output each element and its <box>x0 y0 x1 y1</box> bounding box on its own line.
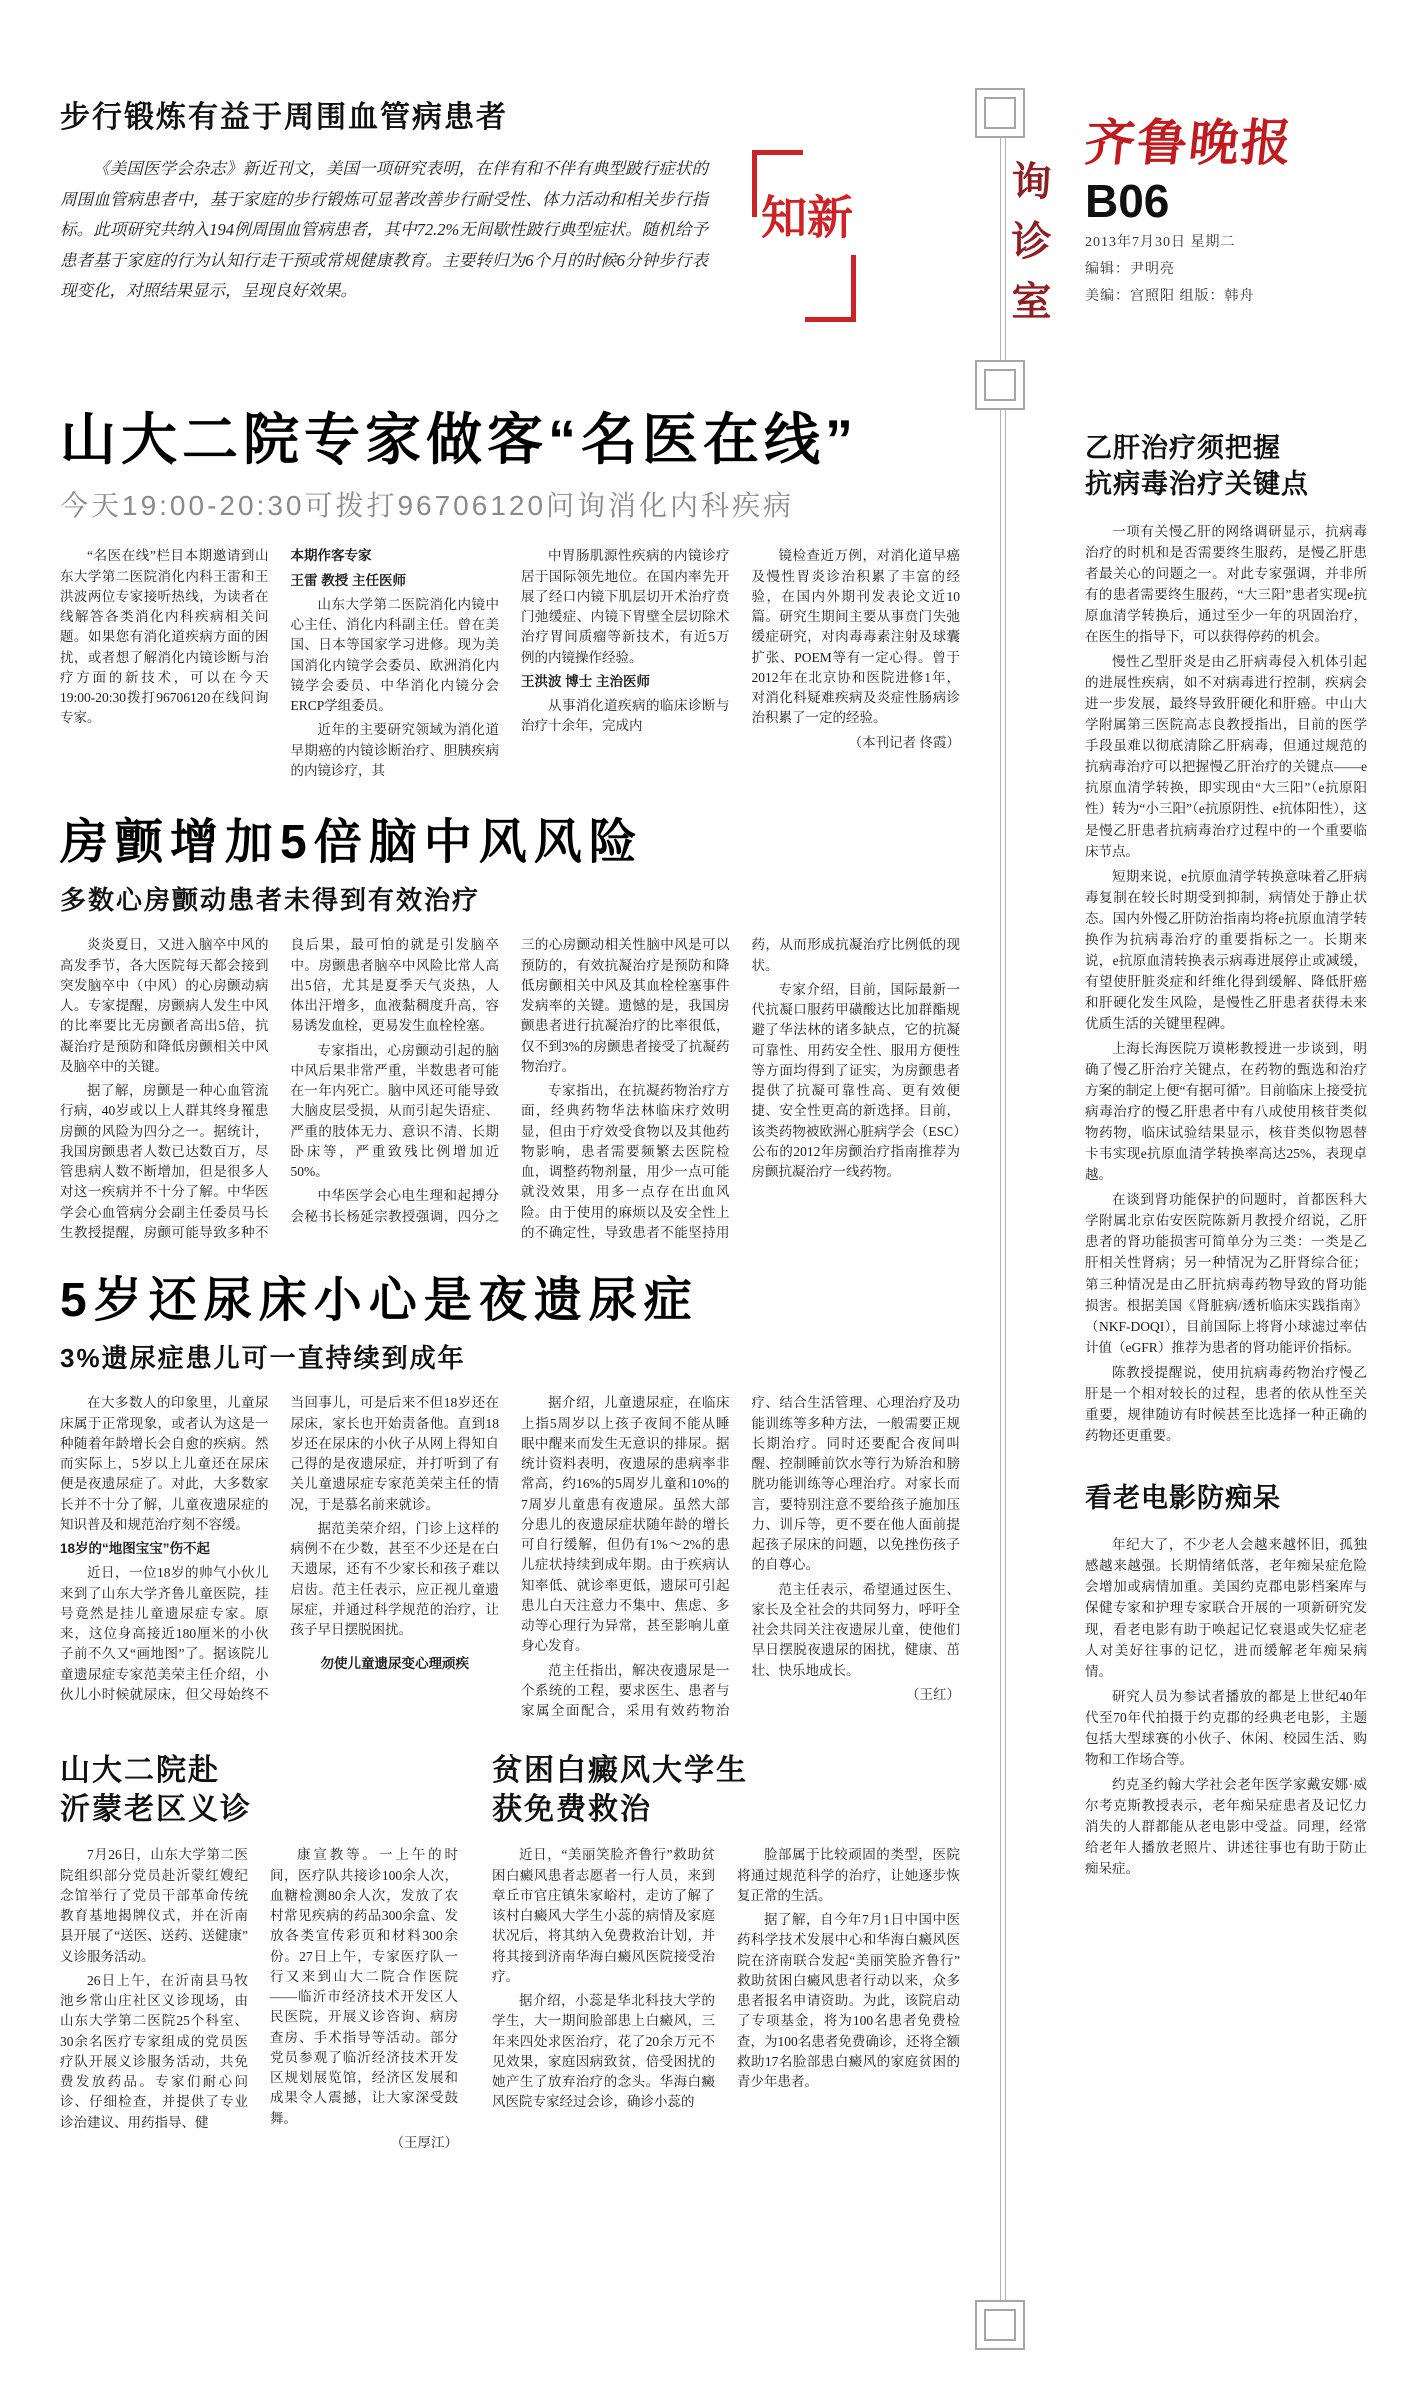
article-fangchan-title: 房颤增加5倍脑中风风险 <box>60 816 644 870</box>
stamp-corner-bracket <box>805 255 856 322</box>
paragraph: 镜检查近万例，对消化道早癌及慢性胃炎诊治积累了丰富的经验，在国内外期刊发表论文近10篇。研究生期间主要从事贲门失弛缓症研究，对肉毒毒素注射及球囊扩张、POEM等有一定心得。曾于2012年在北京协和医院进修1年，对消化科疑难疾病及炎症性肠病诊治积累了一定的经验。 <box>751 548 960 726</box>
title-line: 山大二院赴 <box>60 1754 220 1788</box>
text-column <box>752 546 961 785</box>
main-column <box>60 408 960 2157</box>
byline: （本刊记者 佟霞） <box>848 734 960 750</box>
article-fangchan-body <box>60 935 960 1243</box>
article-fangchan-subtitle: 多数心房颤动患者未得到有效治疗 <box>60 885 481 916</box>
paragraph: “名医在线”栏目本期邀请到山东大学第二医院消化内科王雷和王洪波两位专家接听热线，为读者在线解答各类消化内科疾病相关问题。如果您有消化道疾病方面的困扰，或者想了解消化内镜诊断与治疗方面的新技术，可以在今天19:00-20:30拨打96706120在线问询专家。 <box>60 548 269 726</box>
article-yizhen-body <box>60 1845 458 2157</box>
text-column <box>291 546 500 785</box>
paragraph: 在大多数人的印象里，儿童尿床属于正常现象，或者认为这是一种随着年龄增长会自愈的疾病。然而实际上，5岁以上儿童还在尿床便是夜遗尿症了。对此，大多数家长并不十分了解，儿童夜遗尿症的知识普及和规范治疗刻不容缓。 <box>60 1395 269 1532</box>
paragraph: 慢性乙型肝炎是由乙肝病毒侵入机体引起的进展性疾病，如不对病毒进行控制，疾病会进一步发展，最终导致肝硬化和肝癌。中山大学附属第三医院高志良教授指出，目前的医学手段虽难以彻底清除乙肝病毒，但通过规范的抗病毒治疗可以把握慢乙肝治疗的关键点——e抗原血清学转换，即实现由“大三阳”（e抗原阳性）转为“小三阳”（e抗原阴性、e抗体阳性），这是慢乙肝患者抗病毒治疗过程中的一个重要临床节点。 <box>1085 654 1367 859</box>
article-walking-title: 步行锻炼有益于周围血管病患者 <box>60 101 508 134</box>
paragraph: 据了解，自今年7月1日中国中医药科学技术发展中心和华海白癜风医院在济南联合发起“美丽笑脸齐鲁行”救助贫困白癜风患者行动以来，众多患者报名申请资助。为此，该院启动了专项基金，将为100名患者免费检查，为100名患者免费确诊，还将全额救助17名脸部患白癜风的家庭贫困的青少年患者。 <box>737 1912 960 2090</box>
article-yizhen <box>60 1751 458 2157</box>
rail-ornament-inner <box>984 369 1016 401</box>
paragraph: 山东大学第二医院消化内镜中心主任、消化内科副主任。曾在美国、日本等国家学习进修。现为美国消化内镜学会委员、欧洲消化内镜学会委员、中华消化内镜分会ERCP学组委员。 <box>290 596 499 714</box>
title-line: 贫困白癜风大学生 <box>492 1754 748 1788</box>
expert-name: 王雷 教授 主任医师 <box>290 572 407 588</box>
sidebar-column <box>1085 430 1367 1883</box>
text-column <box>521 546 730 785</box>
paragraph: 中胃肠肌源性疾病的内镜诊疗居于国际领先地位。在国内率先开展了经口内镜下肌层切开术治疗贲门弛缓症、内镜下胃壁全层切除术治疗胃间质瘤等新技术，有近5万例的内镜操作经验。 <box>521 548 730 665</box>
article-mingyi-online <box>60 408 960 785</box>
paragraph: 据范美荣介绍，门诊上这样的病例不在少数，甚至不少还是在白天遗尿，还有不少家长和孩子难以启齿。范主任表示，应正视儿童遗尿症，并通过科学规范的治疗，让孩子早日摆脱困扰。 <box>290 1520 499 1638</box>
paragraph: 近日，一位18岁的帅气小伙儿来到了山东大学齐鲁儿童医院，挂号竟然是挂儿童遗尿症专家。原来，这位身高接近180厘米的小伙子前不久又“画地图”了。据该院儿童遗尿症专家范美荣主任介绍，小伙儿小时候就尿床，但父母始终不当回事儿，可是后来不但18岁还在尿床，家长也开始责备他。直到18岁还在尿床的小伙子从网上得知自己得的是夜遗尿症，并打听到了有关儿童遗尿症专家范美荣主任的情况，于是慕名前来就诊。 <box>60 1395 499 1702</box>
editor-credit: 编辑：尹明亮 <box>1085 262 1175 277</box>
article-niaochuang <box>60 1273 960 1721</box>
rail-ornament-top <box>975 88 1025 138</box>
byline: （王厚江） <box>390 2134 458 2150</box>
xinzhi-stamp <box>748 150 860 322</box>
paragraph: 近年的主要研究领域为消化道早期癌的内镜诊断治疗、胆胰疾病的内镜诊疗，其 <box>290 722 499 778</box>
paragraph: 范主任表示，希望通过医生、家长及全社会的共同努力，呼吁全社会共同关注夜遗尿儿童，使他们早日摆脱夜遗尿的困扰，健康、茁壮、快乐地成长。 <box>751 1581 960 1678</box>
text-column <box>737 1845 960 2116</box>
masthead <box>1082 115 1370 305</box>
paragraph: 范主任指出，解决夜遗尿是一个系统的工程，要求医生、患者与家属全面配合，采用有效药物治疗、结合生活管理、心理治疗及功能训练等多种方法，一般需要正规长期治疗。同时还要配合夜间叫醒、控制睡前饮水等行为矫治和膀胱功能训练等心理治疗。对家长而言，要特别注意不要给孩子施加压力、训斥等，更不要在他人面前提起孩子尿床的问题，以免挫伤孩子的自尊心。 <box>521 1395 960 1719</box>
title-line: 乙肝治疗须把握 <box>1085 433 1281 463</box>
article-baidianfeng-body <box>492 1845 960 2116</box>
paragraph: 在谈到肾功能保护的问题时，首都医科大学附属北京佑安医院陈新月教授介绍说，乙肝患者的肾功能损害可简单分为三类：一类是乙肝相关性肾病；另一种情况为乙肝肾综合征；第三种情况是由乙肝抗病毒药物导致的肾功能损害。根据美国《肾脏病/透析临床实践指南》（NKF-DOQI），目前国际上将肾小球滤过率估计值（eGFR）推荐为患者的肾功能评价指标。 <box>1085 1192 1367 1355</box>
vertical-divider-rail <box>1000 88 1006 2350</box>
rail-ornament-inner <box>984 97 1016 129</box>
sidebar-article-yigan <box>1085 430 1367 1446</box>
title-line: 获免费救治 <box>492 1793 652 1827</box>
paragraph: 专家介绍，目前，国际最新一代抗凝口服药甲磺酸达比加群酯规避了华法林的诸多缺点，它的抗凝可靠性、用药安全性、服用方便性等方面均得到了证实，为房颤患者提供了抗凝可靠性高、更有效便捷、安全性更高的新选择。目前，该类药物被欧洲心脏病学会（ESC）公布的2012年房颤治疗指南推荐为房颤抗凝治疗一线药物。 <box>751 981 960 1180</box>
article-mingyi-title: 山大二院专家做客“名医在线” <box>60 408 858 471</box>
byline: （王红） <box>906 1686 960 1702</box>
text-column <box>492 1845 715 2116</box>
bottom-articles-band <box>60 1751 960 2157</box>
rail-ornament-inner <box>984 2309 1016 2341</box>
designer-credit: 美编：宫照阳 组版：韩舟 <box>1085 289 1255 304</box>
crosshead: 18岁的“地图宝宝”伤不起 <box>60 1541 211 1557</box>
paragraph: 短期来说，e抗原血清学转换意味着乙肝病毒复制在较长时期受到抑制，病情处于静止状态。国内外慢乙肝防治指南均将e抗原血清学转换作为抗病毒治疗的重要指标之一。长期来说，e抗原血清转换表示病毒进展停止或减缓，有望使肝脏炎症和纤维化得到缓解、降低肝癌和肝硬化发生风险，是慢性乙肝患者获得未来优质生活的关键里程碑。 <box>1085 868 1367 1031</box>
paragraph: 约克圣约翰大学社会老年医学家戴安娜·威尔考克斯教授表示，老年痴呆症患者及记忆力消失的人群都能从老电影中受益。同理，经常给老年人播放老照片、讲述往事也有助于防止痴呆症。 <box>1085 1776 1367 1877</box>
paragraph: 一项有关慢乙肝的网络调研显示，抗病毒治疗的时机和是否需要终生服药，是慢乙肝患者最关心的问题之一。对此专家强调，并非所有的患者需要终生服药，“大三阳”患者实现e抗原血清学转换后，通过至少一年的巩固治疗，在医生的指导下，可以获得停药的机会。 <box>1085 523 1367 645</box>
article-mingyi-body <box>60 546 960 785</box>
paragraph: 26日上午，在沂南县马牧池乡常山庄社区义诊现场，由山东大学第二医院25个科室、30余名医疗专家组成的党员医疗队开展义诊服务活动，共免费发放药品。专家们耐心问诊、仔细检查，并提供了专业诊治建议、用药指导、健 <box>60 1972 248 2130</box>
page-number: B06 <box>1085 175 1170 227</box>
sidebar-article-movie <box>1085 1480 1367 1879</box>
paragraph: 据介绍，儿童遗尿症，在临床上指5周岁以上孩子夜间不能从睡眠中醒来而发生无意识的排尿。据统计资料表明，夜遗尿的患病率非常高，约16%的5周岁儿童和10%的7周岁儿童患有夜遗尿。虽然大部分患儿的夜遗尿症状随年龄的增长可自行缓解，但仍有1%～2%的患儿症状持续到成年期。由于疾病认知率低、就诊率更低，遗尿可引起患儿白天注意力不集中、焦虑、多动等心理行为异常，甚至影响儿童身心发育。 <box>521 1395 730 1654</box>
article-baidianfeng-title <box>492 1751 960 1829</box>
title-line: 抗病毒治疗关键点 <box>1085 469 1309 500</box>
expert-section-header: 本期作客专家 <box>290 548 372 564</box>
paragraph: 据介绍，小蕊是华北科技大学的学生，大一期间脸部患上白癜风，三年来四处求医治疗，花了20余万元不见效果，家庭因病致贫，倍受困扰的她产生了放弃治疗的念头。华海白癜风医院专家经过会诊，确诊小蕊的 <box>492 1993 715 2110</box>
text-column <box>60 1845 248 2157</box>
article-mingyi-subtitle: 今天19:00-20:30可拨打96706120问询消化内科疾病 <box>60 490 795 522</box>
paragraph: 年纪大了，不少老人会越来越怀旧，孤独感越来越强。长期情绪低落，老年痴呆症危险会增加或病情加重。美国约克郡电影档案库与保健专家和护理专家联合开展的一项新研究发现，看老电影有助于唤起记忆衰退或失忆症老人对美好往事的记忆，进而缓解老年痴呆病情。 <box>1085 1537 1367 1679</box>
article-walking-body: 《美国医学会杂志》新近刊文，美国一项研究表明，在伴有和不伴有典型跛行症状的周围血管病患者中，基于家庭的步行锻炼可显著改善步行耐受性、体力活动和相关步行指标。此项研究共纳入194例周围血管病患者，其中72.2%无间歇性跛行典型症状。随机给予患者基于家庭的行为认知行走干预或常规健康教育。主要转归为6个月的时候6分钟步行表现变化，对照结果显示，呈现良好效果。 <box>60 159 708 301</box>
paragraph: 脸部属于比较顽固的类型，医院将通过规范科学的治疗，让她逐步恢复正常的生活。 <box>737 1847 960 1903</box>
paragraph: 专家指出，在抗凝药物治疗方面，经典药物华法林临床疗效明显，但由于疗效受食物以及其他药物影响，患者需要频繁去医院检血，调整药物剂量，用少一点可能就没效果，用多一点存在出血风险。由于使用的麻烦以及安全性上的不确定性，导致患者不能坚持用药，从而形成抗凝治疗比例低的现状。 <box>521 937 960 1240</box>
article-baidianfeng <box>492 1751 960 2157</box>
paragraph: 康宣教等。一上午的时间，医疗队共接诊100余人次，血糖检测80余人次，发放了农村常见疾病的药品300余盒、发放各类宣传彩页和材料300余份。27日上午，专家医疗队一行又来到山大二院合作医院——临沂市经济技术开发区人民医院，开展义诊咨询、病房查房、手术指导等活动。部分党员参观了临沂经济技术开发区规划展览馆，经济区发展和成果令人震撼，让大家深受鼓舞。 <box>270 1847 458 2126</box>
paragraph: 炎炎夏日，又进入脑卒中风的高发季节，各大医院每天都会接到突发脑卒中（中风）的心房颤动病人。专家提醒，房颤病人发生中风的比率要比无房颤者高出5倍，抗凝治疗是预防和降低房颤相关中风及脑卒中的关键。 <box>60 937 269 1074</box>
paragraph: 陈教授提醒说，使用抗病毒药物治疗慢乙肝是一个相对较长的过程，患者的依从性至关重要，规律随访有时候甚至比选择一种正确的药物还更重要。 <box>1085 1364 1367 1443</box>
paragraph: 从事消化道疾病的临床诊断与治疗十余年，完成内 <box>521 698 730 734</box>
rail-ornament-bottom <box>975 2300 1025 2350</box>
expert-name: 王洪波 博士 主治医师 <box>521 673 651 689</box>
article-walking <box>60 92 708 307</box>
sidebar-movie-title: 看老电影防痴呆 <box>1085 1482 1281 1513</box>
brand-logo: 齐鲁晚报 <box>1082 115 1296 171</box>
sidebar-yigan-title <box>1085 430 1367 503</box>
paragraph: 7月26日，山东大学第二医院组织部分党员赴沂蒙红嫂纪念馆举行了党员干部革命传统教育基地揭牌仪式，并在沂南县开展了“送医、送药、送健康”义诊服务活动。 <box>60 1847 248 1964</box>
text-column <box>60 546 269 785</box>
issue-date: 2013年7月30日 星期二 <box>1085 235 1236 250</box>
article-niaochuang-title: 5岁还尿床小心是夜遗尿症 <box>60 1274 699 1328</box>
paragraph: 专家指出，心房颤动引起的脑中风后果非常严重，半数患者可能在一年内死亡。脑中风还可能导致大脑皮层受损，从而引起失语症、严重的肢体无力、意识不清、长期卧床等，严重致残比例增加近50%。 <box>290 1042 499 1180</box>
inset-quote: 勿使儿童遗尿变心理顽疾 <box>320 1656 469 1672</box>
article-yizhen-title <box>60 1751 458 1829</box>
rail-ornament-middle <box>975 360 1025 410</box>
article-niaochuang-body <box>60 1393 960 1721</box>
article-niaochuang-subtitle: 3%遗尿症患儿可一直持续到成年 <box>60 1343 466 1374</box>
paragraph: 上海长海医院万谟彬教授进一步谈到，明确了慢乙肝治疗关键点，在药物的甄选和治疗方案的制定上便“有据可循”。目前临床上接受抗病毒治疗的慢乙肝患者中有八成使用核苷类似物药物，临床试验结果显示，核苷类似物恩替卡韦实现e抗原血清学转换率高达25%，表现卓越。 <box>1085 1041 1367 1183</box>
text-column <box>270 1845 458 2157</box>
paragraph: 中华医学会心电生理和起搏分会秘书长杨延宗教授强调，四分之三的心房颤动相关性脑中风是可以预防的，有效抗凝治疗是预防和降低房颤相关中风及其血栓栓塞事件发病率的关键。遗憾的是，我国房颤患者进行抗凝治疗的比率很低，仅不到3%的房颤患者接受了抗凝药物治疗。 <box>290 937 730 1224</box>
sidebar-movie-body <box>1085 1534 1367 1879</box>
paragraph: 研究人员为参试者播放的都是上世纪40年代至70年代拍摄于约克郡的经典老电影，主题包括大型球赛的小伙子、休闲、校园生活、购物和工作场合等。 <box>1085 1688 1367 1767</box>
paragraph: 近日，“美丽笑脸齐鲁行”救助贫困白癜风患者志愿者一行人员，来到章丘市官庄镇朱家峪村，走访了解了该村白癜风大学生小蕊的病情及家庭状况后，将其纳入免费救治计划，并将其接到济南华海白癜风医院接受治疗。 <box>492 1847 715 1984</box>
title-line: 沂蒙老区义诊 <box>60 1793 252 1827</box>
sidebar-yigan-body <box>1085 521 1367 1446</box>
paragraph: 据了解，房颤是一种心血管流行病，40岁或以上人群其终身罹患房颤的风险为四分之一。据统计，我国房颤患者人数已达数百万，尽管患病人数不断增加，但是很多人对这一疾病并不十分了解。中华医学会心血管病分会副主任委员马长生教授提醒，房颤可能导致多种不良后果，最可怕的就是引发脑卒中。房颤患者脑卒中风险比常人高出5倍，尤其是夏季天气炎热，人体出汗增多，血液黏稠度升高，容易诱发血栓，更易发生血栓栓塞。 <box>60 937 499 1240</box>
stamp-label: 新知 <box>755 193 853 255</box>
column-title-vertical: 询诊室 <box>1006 160 1050 340</box>
article-fangchan <box>60 815 960 1243</box>
